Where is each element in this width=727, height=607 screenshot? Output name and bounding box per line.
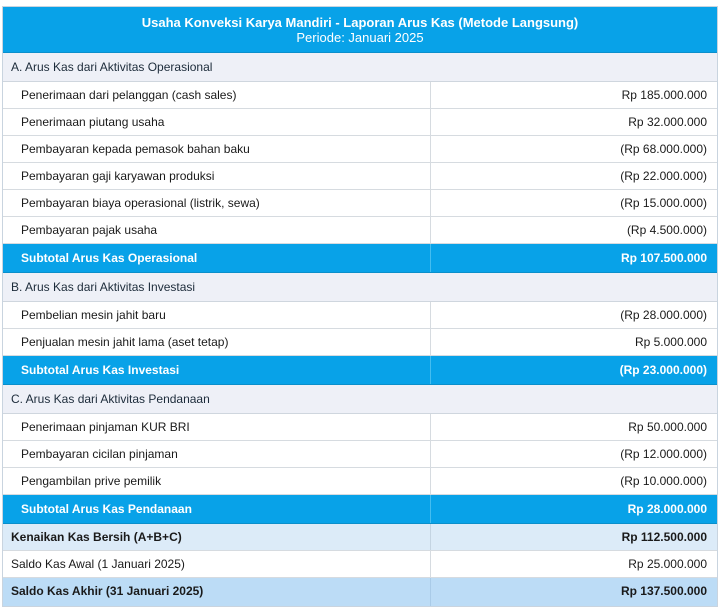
- row-label: Pembayaran kepada pemasok bahan baku: [3, 136, 431, 162]
- row-amount: (Rp 12.000.000): [620, 447, 707, 461]
- row-amount: Rp 50.000.000: [628, 420, 707, 434]
- opening-balance-amount: Rp 25.000.000: [628, 557, 707, 571]
- closing-balance-amount: Rp 137.500.000: [620, 584, 707, 598]
- table-row: [3, 468, 717, 495]
- net-increase-label: Kenaikan Kas Bersih (A+B+C): [3, 524, 431, 550]
- section-heading-operating: A. Arus Kas dari Aktivitas Operasional: [3, 53, 717, 82]
- row-amount: Rp 5.000.000: [634, 335, 707, 349]
- row-amount: (Rp 15.000.000): [620, 196, 707, 210]
- table-row: [3, 329, 717, 356]
- row-label: Pembelian mesin jahit baru: [3, 302, 431, 328]
- subtotal-label: Subtotal Arus Kas Operasional: [3, 244, 431, 272]
- row-label: Pembayaran biaya operasional (listrik, sewa): [3, 190, 431, 216]
- row-amount: Rp 185.000.000: [621, 88, 707, 102]
- row-label: Penerimaan dari pelanggan (cash sales): [3, 82, 431, 108]
- subtotal-row-operating: [3, 244, 717, 273]
- report-period: Periode: Januari 2025: [296, 30, 424, 45]
- table-row: [3, 190, 717, 217]
- row-label: Penjualan mesin jahit lama (aset tetap): [3, 329, 431, 355]
- subtotal-amount: (Rp 23.000.000): [619, 363, 707, 377]
- subtotal-label: Subtotal Arus Kas Pendanaan: [3, 495, 431, 523]
- closing-balance-row: [3, 578, 717, 606]
- table-row: [3, 441, 717, 468]
- table-row: [3, 136, 717, 163]
- table-row: [3, 109, 717, 136]
- section-heading-investing: B. Arus Kas dari Aktivitas Investasi: [3, 273, 717, 302]
- table-row: [3, 217, 717, 244]
- table-row: [3, 163, 717, 190]
- subtotal-amount: Rp 107.500.000: [620, 251, 707, 265]
- report-header: [3, 7, 717, 53]
- closing-balance-label: Saldo Kas Akhir (31 Januari 2025): [3, 578, 431, 606]
- table-row: [3, 302, 717, 329]
- net-increase-amount: Rp 112.500.000: [621, 530, 707, 544]
- section-heading-financing: C. Arus Kas dari Aktivitas Pendanaan: [3, 385, 717, 414]
- subtotal-label: Subtotal Arus Kas Investasi: [3, 356, 431, 384]
- table-row: [3, 82, 717, 109]
- opening-balance-row: [3, 551, 717, 578]
- row-amount: (Rp 10.000.000): [620, 474, 707, 488]
- row-amount: (Rp 22.000.000): [620, 169, 707, 183]
- cash-flow-report: [2, 6, 718, 607]
- table-row: [3, 414, 717, 441]
- row-label: Pembayaran cicilan pinjaman: [3, 441, 431, 467]
- row-label: Pembayaran gaji karyawan produksi: [3, 163, 431, 189]
- row-label: Pembayaran pajak usaha: [3, 217, 431, 243]
- report-title: Usaha Konveksi Karya Mandiri - Laporan Arus Kas (Metode Langsung): [141, 15, 579, 30]
- row-label: Penerimaan pinjaman KUR BRI: [3, 414, 431, 440]
- row-amount: (Rp 28.000.000): [620, 308, 707, 322]
- row-amount: (Rp 68.000.000): [620, 142, 707, 156]
- net-increase-row: [3, 524, 717, 551]
- opening-balance-label: Saldo Kas Awal (1 Januari 2025): [3, 551, 431, 577]
- row-label: Penerimaan piutang usaha: [3, 109, 431, 135]
- subtotal-amount: Rp 28.000.000: [627, 502, 707, 516]
- row-amount: Rp 32.000.000: [628, 115, 707, 129]
- subtotal-row-financing: [3, 495, 717, 524]
- row-amount: (Rp 4.500.000): [626, 223, 707, 237]
- subtotal-row-investing: [3, 356, 717, 385]
- row-label: Pengambilan prive pemilik: [3, 468, 431, 494]
